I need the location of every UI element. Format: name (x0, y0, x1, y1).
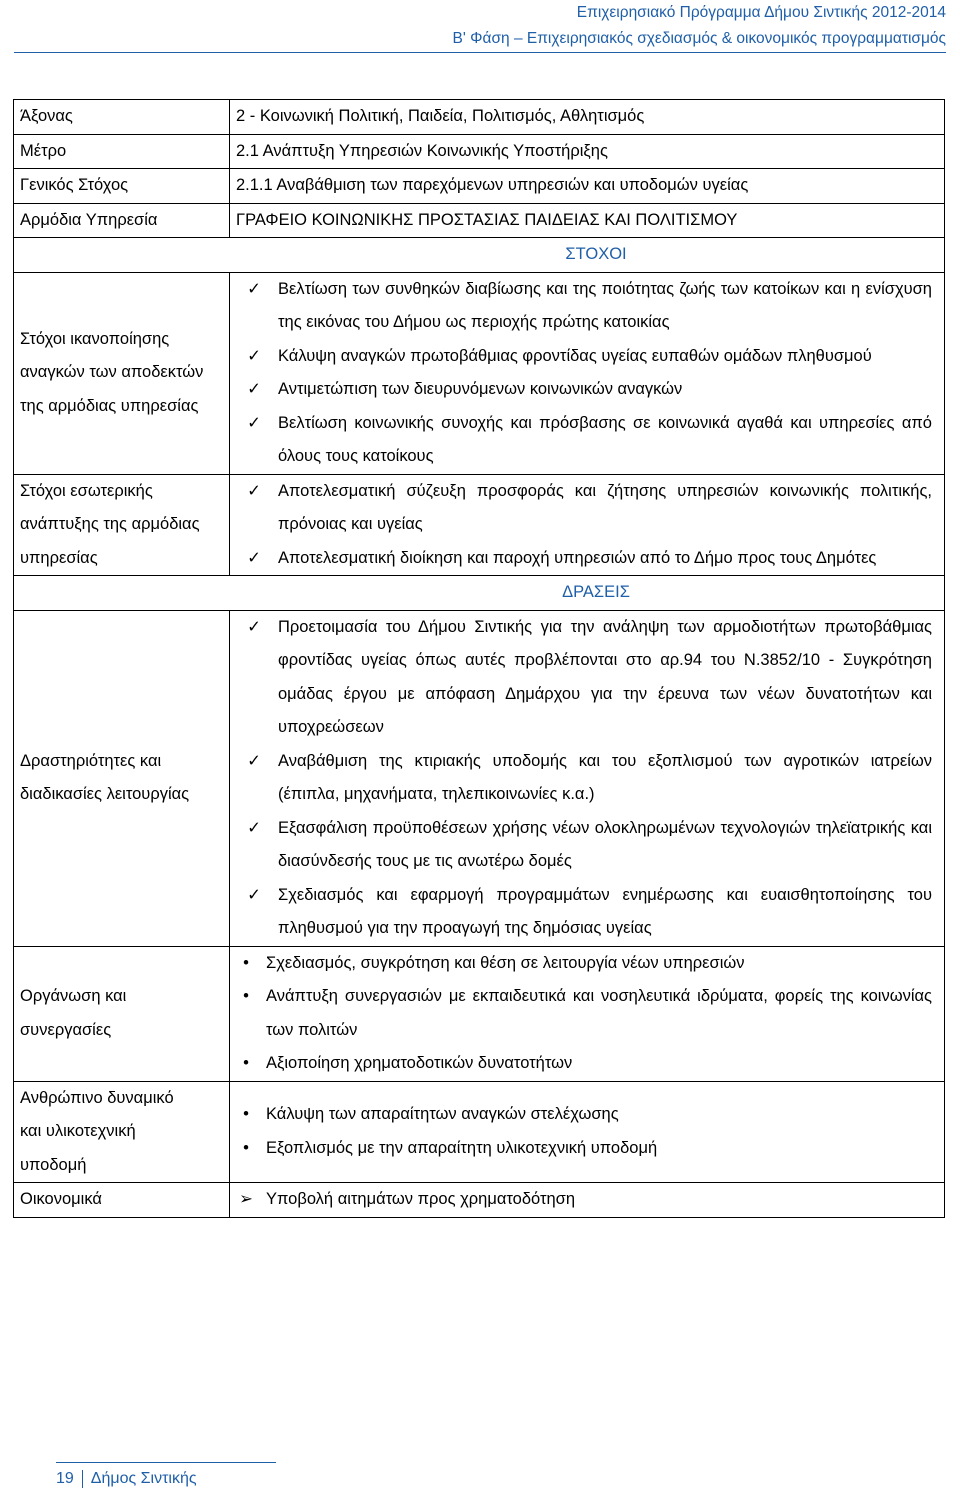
service-value: ΓΡΑΦΕΙΟ ΚΟΙΝΩΝΙΚΗΣ ΠΡΟΣΤΑΣΙΑΣ ΠΑΙΔΕΙΑΣ ΚΑΙ ΠΟΛΙΤΙΣΜΟΥ (230, 203, 945, 238)
list-item: ✓ Βελτίωση κοινωνικής συνοχής και πρόσβασης σε κοινωνικά αγαθά και υπηρεσίες από όλους τους κατοίκους (236, 407, 932, 474)
measure-row (14, 134, 945, 169)
axis-label: Άξονας (14, 100, 230, 135)
axis-row (14, 100, 945, 135)
internal-label: Στόχοι εσωτερικής ανάπτυξης της αρμόδιας υπηρεσίας (14, 474, 230, 576)
footer-divider (56, 1462, 276, 1463)
check-icon: ✓ (247, 279, 261, 298)
header-divider (14, 52, 946, 53)
bullet-icon: • (243, 987, 249, 1005)
list-item: ✓ Αποτελεσματική διοίκηση και παροχή υπηρεσιών από το Δήμο προς τους Δημότες (236, 542, 932, 576)
list-item: ✓ Βελτίωση των συνθηκών διαβίωσης και της ποιότητας ζωής των κατοίκων και η ενίσχυση της εικόνας του Δήμου ως περιοχής πρώτης κατοικίας (236, 273, 932, 340)
check-icon: ✓ (247, 380, 261, 398)
goal-label: Γενικός Στόχος (14, 169, 230, 204)
internal-row (14, 474, 945, 576)
list-item: ✓ Κάλυψη αναγκών πρωτοβάθμιας φροντίδας υγείας ευπαθών ομάδων πληθυσμού (236, 340, 932, 374)
satisfaction-row (14, 272, 945, 474)
header-title: Επιχειρησιακό Πρόγραμμα Δήμου Σιντικής 2012-2014 (576, 4, 946, 21)
measure-label: Μέτρο (14, 134, 230, 169)
actions-heading-row (14, 576, 945, 611)
list-item: ✓ Προετοιμασία του Δήμου Σιντικής για την ανάληψη των αρμοδιοτήτων πρωτοβάθμιας φροντίδας υγείας όπως αυτές προβλέπονται στο αρ.94 του Ν.3852/10 - Συγκρότηση ομάδας έργου με απόφαση Δημάρχου για την έρευνα των νέων δυνατοτήτων και υποχρεώσεων (236, 611, 932, 745)
page-number: 19 (56, 1470, 83, 1488)
header-subtitle: Β' Φάση – Επιχειρησιακός σχεδιασμός & οικονομικός προγραμματισμός (452, 30, 946, 47)
goal-value: 2.1.1 Αναβάθμιση των παρεχόμενων υπηρεσιών και υποδομών υγείας (230, 169, 945, 204)
resources-row (14, 1081, 945, 1183)
targets-heading-row (14, 238, 945, 273)
organization-row (14, 946, 945, 1081)
activities-label: Δραστηριότητες και διαδικασίες λειτουργίας (14, 610, 230, 946)
list-item: • Κάλυψη των απαραίτητων αναγκών στελέχωσης (236, 1098, 932, 1132)
list-item: ➢ Υποβολή αιτημάτων προς χρηματοδότηση (236, 1183, 932, 1217)
list-item: • Σχεδιασμός, συγκρότηση και θέση σε λειτουργία νέων υπηρεσιών (236, 947, 932, 981)
bullet-icon: • (243, 1054, 249, 1072)
check-icon: ✓ (247, 481, 261, 500)
check-icon: ✓ (247, 885, 261, 904)
bullet-icon: • (243, 1138, 249, 1157)
service-row (14, 203, 945, 238)
axis-value: 2 - Κοινωνική Πολιτική, Παιδεία, Πολιτισμός, Αθλητισμός (230, 100, 945, 135)
check-icon: ✓ (247, 413, 261, 432)
list-item: • Εξοπλισμός με την απαραίτητη υλικοτεχνική υποδομή (236, 1132, 932, 1166)
bullet-icon: • (243, 953, 249, 972)
bullet-icon: • (243, 1105, 249, 1124)
resources-label: Ανθρώπινο δυναμικό και υλικοτεχνική υποδομή (14, 1081, 230, 1183)
list-item: • Ανάπτυξη συνεργασιών με εκπαιδευτικά και νοσηλευτικά ιδρύματα, φορείς της κοινωνίας των πολιτών (236, 980, 932, 1047)
program-table (13, 99, 945, 1218)
finance-list (236, 1183, 938, 1217)
organization-label: Οργάνωση και συνεργασίες (14, 946, 230, 1081)
footer-municipality: Δήμος Σιντικής (90, 1470, 197, 1487)
measure-value: 2.1 Ανάπτυξη Υπηρεσιών Κοινωνικής Υποστήριξης (230, 134, 945, 169)
list-item: ✓ Σχεδιασμός και εφαρμογή προγραμμάτων ενημέρωσης και ευαισθητοποίησης του πληθυσμού για την προαγωγή της δημόσιας υγείας (236, 879, 932, 946)
list-item: • Αξιοποίηση χρηματοδοτικών δυνατοτήτων (236, 1047, 932, 1081)
check-icon: ✓ (247, 617, 261, 636)
goal-row (14, 169, 945, 204)
targets-heading: ΣΤΟΧΟΙ (14, 238, 945, 273)
organization-list (236, 947, 938, 1081)
list-item: ✓ Εξασφάλιση προϋποθέσεων χρήσης νέων ολοκληρωμένων τεχνολογιών τηλεϊατρικής και διασύνδεσής τους με τις ανωτέρω δομές (236, 812, 932, 879)
list-item: ✓ Αναβάθμιση της κτιριακής υποδομής και του εξοπλισμού των αγροτικών ιατρείων (έπιπλα, μηχανήματα, τηλεπικοινωνίες κ.α.) (236, 745, 932, 812)
list-item: ✓ Αντιμετώπιση των διευρυνόμενων κοινωνικών αναγκών (236, 373, 932, 407)
check-icon: ✓ (247, 346, 261, 365)
satisfaction-list (236, 273, 938, 474)
resources-list (236, 1098, 938, 1165)
internal-list (236, 475, 938, 576)
arrow-right-icon: ➢ (239, 1190, 253, 1208)
actions-heading: ΔΡΑΣΕΙΣ (14, 576, 945, 611)
activities-row (14, 610, 945, 946)
list-item: ✓ Αποτελεσματική σύζευξη προσφοράς και ζήτησης υπηρεσιών κοινωνικής πολιτικής, πρόνοιας και υγείας (236, 475, 932, 542)
check-icon: ✓ (247, 818, 261, 837)
satisfaction-label: Στόχοι ικανοποίησης αναγκών των αποδεκτών της αρμόδιας υπηρεσίας (14, 272, 230, 474)
service-label: Αρμόδια Υπηρεσία (14, 203, 230, 238)
footer (56, 1470, 197, 1488)
activities-list (236, 611, 938, 946)
finance-row (14, 1183, 945, 1218)
check-icon: ✓ (247, 548, 261, 567)
check-icon: ✓ (247, 751, 261, 770)
finance-label: Οικονομικά (14, 1183, 230, 1218)
